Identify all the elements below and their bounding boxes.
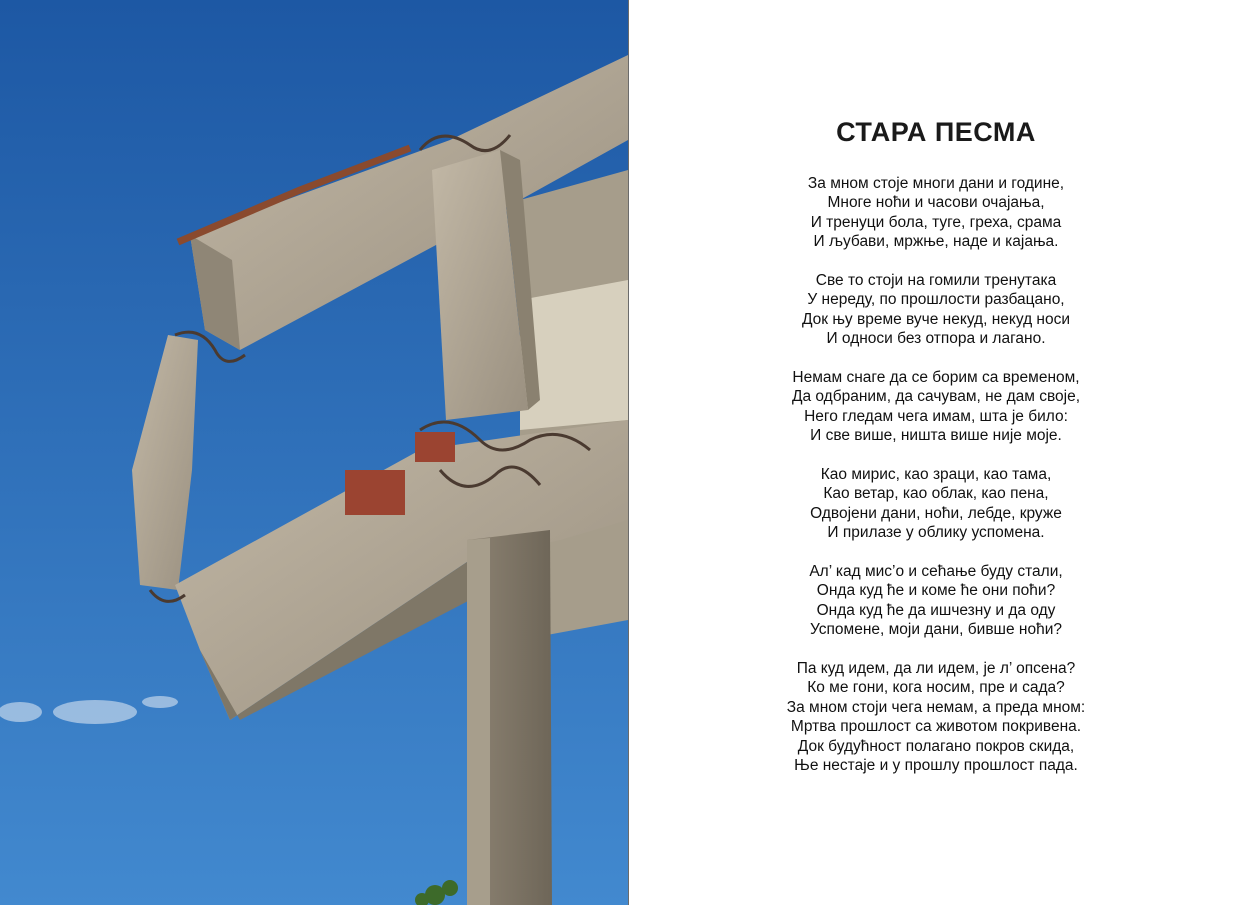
poem-line: И односи без отпора и лагано. <box>826 330 1046 348</box>
poem-line: Ал’ кад мис’о и сећање буду стали, <box>809 563 1063 581</box>
poem-line: Све то стоји на гомили тренутака <box>815 272 1057 290</box>
poem-line: Па куд идем, да ли идем, је л’ опсена? <box>796 660 1076 678</box>
poem-line: И тренуци бола, туге, греха, срама <box>810 213 1062 231</box>
poem-line: За мном стоји чега немам, а преда мном: <box>786 698 1086 716</box>
poem-line: Онда куд ће да ишчезну и да оду <box>816 601 1056 619</box>
photo-illustration <box>0 0 628 905</box>
poem-line: И прилазе у облику успомена. <box>827 524 1045 542</box>
poem-line: Док будућност полагано покров скида, <box>797 737 1075 755</box>
poem-line: Као мирис, као зраци, као тама, <box>820 466 1052 484</box>
poem-line: Ње нестаје и у прошлу прошлост пада. <box>794 757 1078 775</box>
poem-line: Ко ме гони, кога носим, пре и сада? <box>807 679 1065 697</box>
ruined-building-photo <box>0 0 628 905</box>
poem-line: Немам снаге да се борим са временом, <box>792 369 1080 387</box>
poem-line: За мном стоје многи дани и године, <box>807 175 1065 192</box>
poem-body <box>629 174 1243 795</box>
poem-line: Као ветар, као облак, као пена, <box>823 485 1049 503</box>
poem-line: Док њу време вуче некуд, некуд носи <box>801 310 1071 328</box>
poem-line: Успомене, моји дани, бивше ноћи? <box>809 621 1063 639</box>
poem-stanza <box>629 659 1243 775</box>
poem-stanza <box>629 368 1243 446</box>
poem-stanza <box>629 562 1243 640</box>
poem-line: И све више, ништа више није моје. <box>810 427 1062 445</box>
poem-line: Да одбраним, да сачувам, не дам своје, <box>791 388 1081 406</box>
poem-line: Онда куд ће и коме ће они поћи? <box>816 582 1056 600</box>
poem-line: Многе ноћи и часови очајања, <box>827 194 1045 212</box>
text-page <box>629 0 1258 905</box>
poem-stanza <box>629 465 1243 543</box>
poem-line: У нереду, по прошлости разбацано, <box>807 291 1065 309</box>
poem-title: СТАРА ПЕСМА <box>836 117 1036 147</box>
poem-line: Мртва прошлост са животом покривена. <box>790 718 1082 736</box>
poem-line: Одвојени дани, ноћи, лебде, круже <box>810 504 1062 522</box>
poem-line: И љубави, мржње, наде и кајања. <box>813 233 1059 251</box>
poem-stanza <box>629 271 1243 349</box>
poem-stanza <box>629 174 1243 252</box>
poem-line: Него гледам чега имам, шта је било: <box>804 407 1068 425</box>
